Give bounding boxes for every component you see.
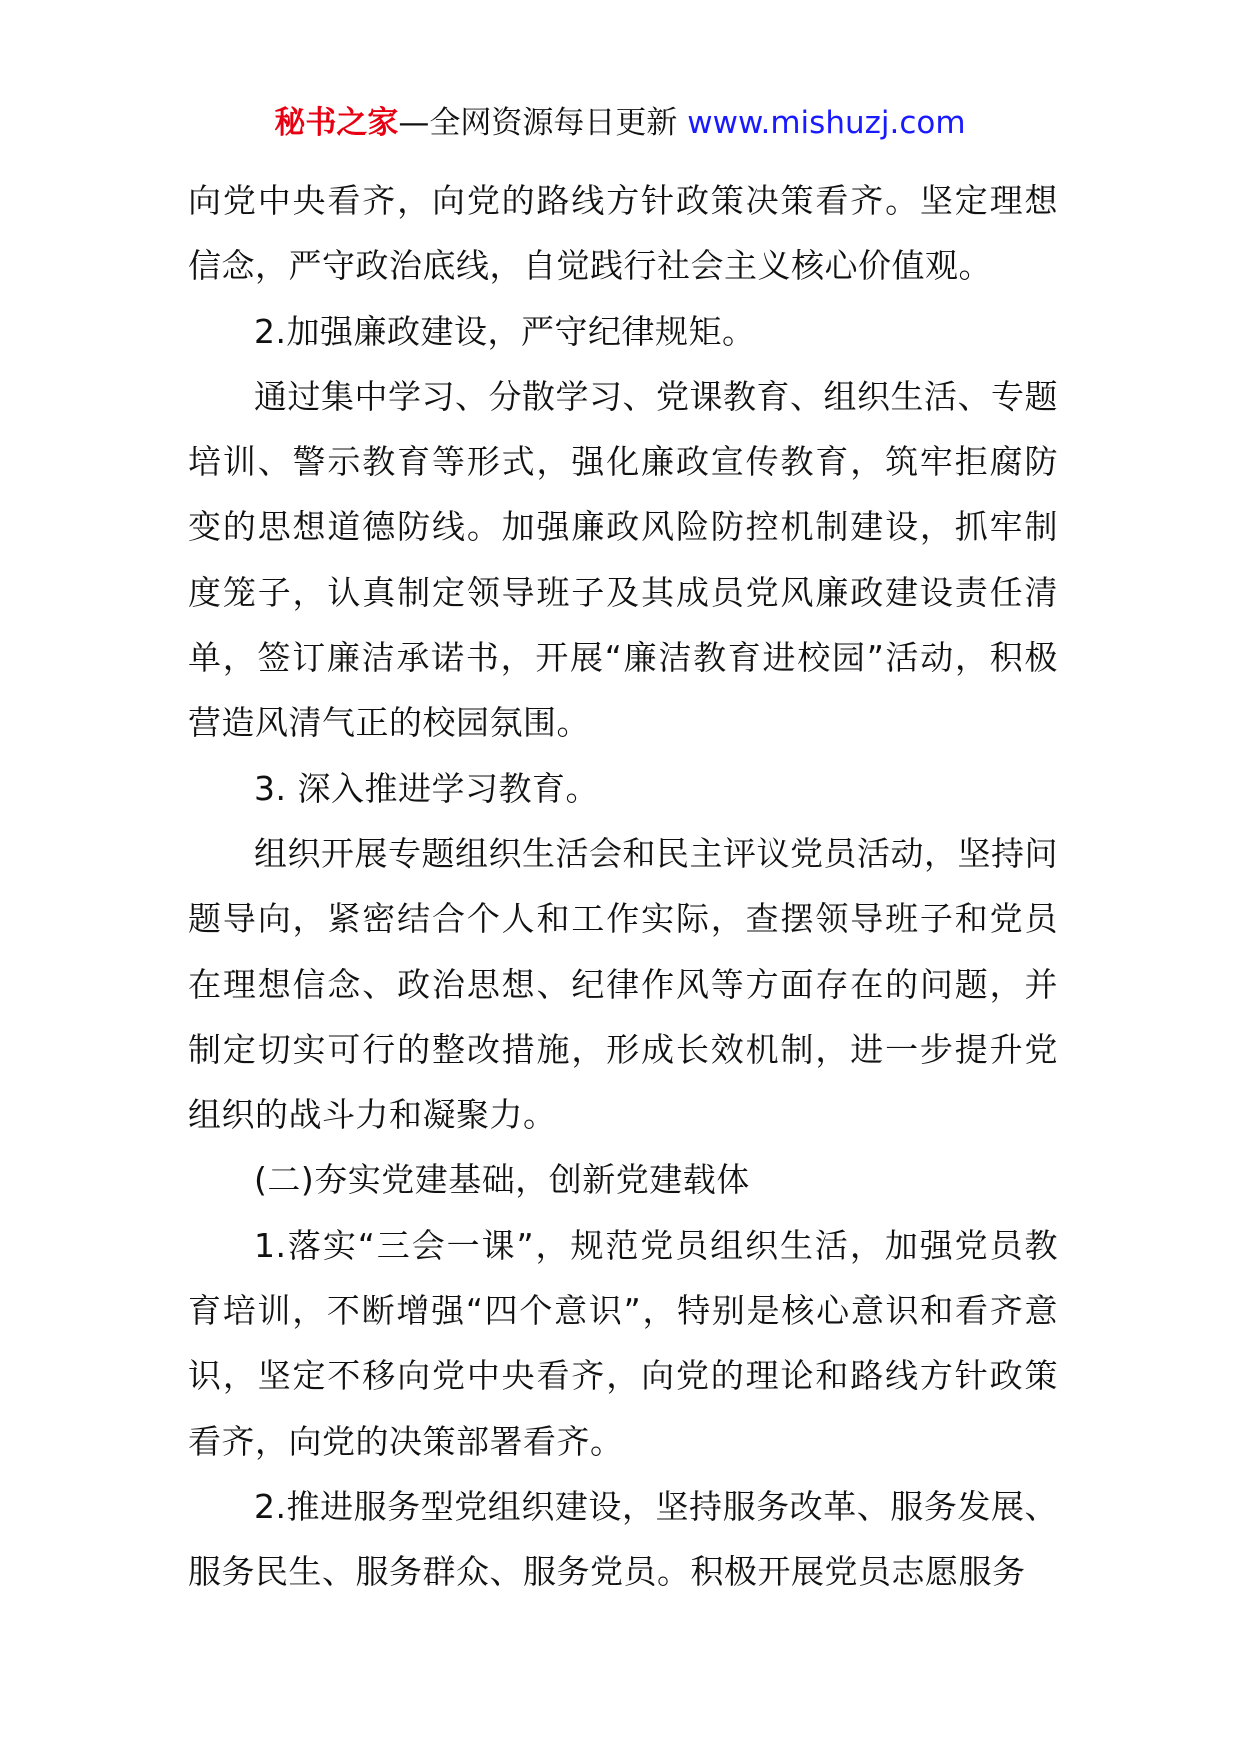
section-heading-two: (二)夯实党建基础，创新党建载体 bbox=[254, 1160, 750, 1200]
header-slogan: —全网资源每日更新 bbox=[398, 105, 678, 141]
brand-name: 秘书之家 bbox=[274, 105, 399, 141]
heading-item-3-learning: 3. 深入推进学习教育。 bbox=[254, 768, 599, 808]
paragraph-integrity-education: 通过集中学习、分散学习、党课教育、组织生活、专题培训、警示教育等形式，强化廉政宣传教育，筑牢拒腐防变的思想道德防线。加强廉政风险防控机制建设，抓牢制度笼子，认真制定领导班子及其成员党风廉政建设责任清单，签订廉洁承诺书，开展“廉洁教育进校园”活动，积极营造风清气正的校园氛围。 bbox=[188, 376, 1058, 743]
page-header bbox=[0, 102, 1240, 144]
heading-item-2-integrity: 2.加强廉政建设，严守纪律规矩。 bbox=[254, 311, 756, 351]
paragraph-service-organization: 2.推进服务型党组织建设，坚持服务改革、服务发展、服务民生、服务群众、服务党员。积极开展党员志愿服务 bbox=[188, 1486, 1058, 1592]
document-body bbox=[188, 168, 1058, 1605]
site-url-link[interactable]: www.mishuzj.com bbox=[687, 105, 966, 141]
paragraph-learning-education: 组织开展专题组织生活会和民主评议党员活动，坚持问题导向，紧密结合个人和工作实际，查摆领导班子和党员在理想信念、政治思想、纪律作风等方面存在的问题，并制定切实可行的整改措施，形成长效机制，进一步提升党组织的战斗力和凝聚力。 bbox=[188, 833, 1058, 1135]
paragraph-continuation: 向党中央看齐，向党的路线方针政策决策看齐。坚定理想信念，严守政治底线，自觉践行社会主义核心价值观。 bbox=[188, 181, 1058, 286]
paragraph-three-meetings: 1.落实“三会一课”，规范党员组织生活，加强党员教育培训，不断增强“四个意识”，特别是核心意识和看齐意识，坚定不移向党中央看齐，向党的理论和路线方针政策看齐，向党的决策部署看齐。 bbox=[188, 1225, 1058, 1461]
